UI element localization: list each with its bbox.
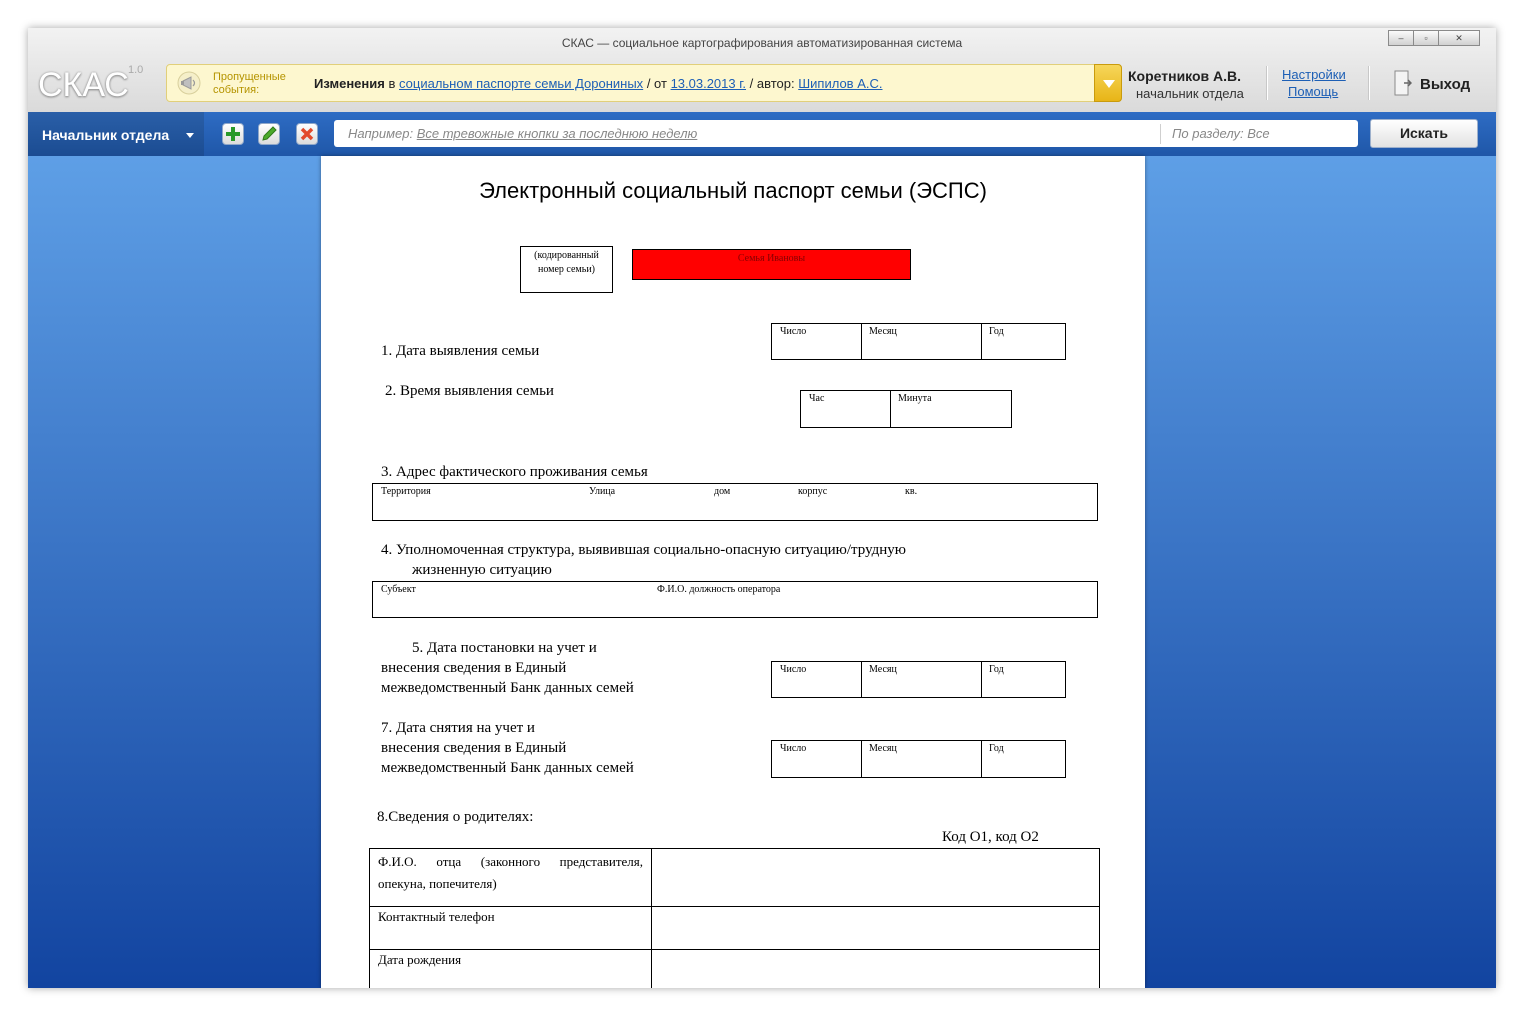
building-label: корпус: [798, 486, 828, 497]
question-7-line-3: межведомственный Банк данных семей: [381, 760, 634, 776]
delete-button[interactable]: [296, 123, 318, 145]
divider: [861, 741, 862, 777]
divider: [651, 849, 652, 988]
month-label: Месяц: [869, 664, 897, 675]
section-filter[interactable]: По разделу: Все: [1172, 126, 1270, 141]
divider: [1368, 66, 1370, 100]
detection-date-box: [771, 323, 1066, 360]
role-dropdown-label: Начальник отдела: [42, 127, 170, 143]
question-7-line-2: внесения сведения в Единый: [381, 740, 567, 756]
minute-label: Минута: [898, 393, 932, 404]
title-bar: [28, 28, 1496, 113]
divider: [981, 324, 982, 359]
house-label: дом: [714, 486, 731, 497]
event-in: в: [388, 76, 396, 91]
event-prefix: Изменения: [314, 76, 385, 91]
question-4-line-1: 4. Уполномоченная структура, выявившая социально-опасную ситуацию/трудную: [381, 542, 907, 558]
exit-icon[interactable]: [1394, 70, 1412, 96]
missed-events-label: Пропущенные события:: [213, 71, 286, 96]
question-5-line-1: 5. Дата постановки на учет и: [412, 640, 597, 656]
month-label: Месяц: [869, 743, 897, 754]
question-1: 1. Дата выявления семьи: [381, 343, 540, 359]
day-label: Число: [780, 326, 807, 337]
question-5-line-2: внесения сведения в Единый: [381, 660, 567, 676]
coded-number-box: [520, 246, 613, 293]
subject-label: Субъект: [381, 584, 416, 595]
question-2: 2. Время выявления семьи: [385, 383, 554, 399]
divider: [981, 741, 982, 777]
plus-icon: [223, 124, 243, 144]
family-name: Семья Ивановы: [737, 253, 806, 264]
structure-box: [372, 581, 1098, 618]
year-label: Год: [989, 664, 1004, 675]
settings-link[interactable]: Настройки: [1282, 67, 1346, 82]
author-link[interactable]: Шипилов А.С.: [798, 76, 883, 91]
user-name: Коретников А.В.: [1128, 68, 1242, 84]
question-4-line-2: жизненную ситуацию: [412, 562, 552, 578]
divider: [370, 906, 1099, 907]
window-controls: [1389, 30, 1480, 46]
street-label: Улица: [589, 486, 616, 497]
divider: [1266, 66, 1268, 100]
question-5-line-3: межведомственный Банк данных семей: [381, 680, 634, 696]
close-button[interactable]: ✕: [1438, 30, 1480, 46]
search-button[interactable]: Искать: [1370, 119, 1478, 148]
app-version: 1.0: [128, 64, 144, 76]
maximize-button[interactable]: ▫: [1413, 30, 1439, 46]
search-input[interactable]: [334, 120, 1358, 147]
question-7-line-1: 7. Дата снятия на учет и: [381, 720, 535, 736]
toolbar: [28, 112, 1496, 156]
event-author: / автор:: [749, 76, 795, 91]
caret-down-icon: [186, 133, 194, 138]
event-message: [314, 76, 882, 91]
year-label: Год: [989, 326, 1004, 337]
window-title: СКАС — социальное картографирования автоматизированная система: [561, 36, 963, 50]
parents-table: [369, 848, 1100, 988]
add-button[interactable]: [222, 123, 244, 145]
hour-label: Час: [809, 393, 825, 404]
exit-button[interactable]: Выход: [1420, 76, 1471, 93]
father-name-label: Ф.И.О. отца (законного представителя, опекуна, попечителя): [378, 854, 643, 891]
deregistration-date-box: [771, 740, 1066, 778]
year-label: Год: [989, 743, 1004, 754]
search-hint: Например:: [348, 126, 414, 141]
date-link[interactable]: 13.03.2013 г.: [670, 76, 747, 91]
document-title: Электронный социальный паспорт семьи (ЭСПС): [479, 178, 987, 203]
month-label: Месяц: [869, 326, 897, 337]
address-box: [372, 483, 1098, 521]
detection-time-box: [800, 390, 1012, 428]
day-label: Число: [780, 664, 807, 675]
coded-number-label: (кодированный номер семьи): [534, 250, 599, 275]
birth-date-label: Дата рождения: [378, 952, 462, 967]
divider: [370, 949, 1099, 950]
app-logo: СКАС: [38, 66, 129, 104]
registration-date-box: [771, 661, 1066, 698]
question-3: 3. Адрес фактического проживания семья: [381, 464, 648, 480]
apartment-label: кв.: [905, 486, 918, 497]
search-example: Все тревожные кнопки за последнюю неделю: [416, 126, 698, 141]
event-from: / от: [646, 76, 667, 91]
search-placeholder: [348, 126, 697, 141]
role-dropdown[interactable]: [28, 112, 204, 156]
content-area: [28, 156, 1496, 988]
edit-button[interactable]: [258, 123, 280, 145]
help-link[interactable]: Помощь: [1288, 84, 1339, 99]
app-window: [28, 28, 1496, 988]
user-role: начальник отдела: [1136, 86, 1244, 101]
divider: [861, 324, 862, 359]
family-name-box: [632, 249, 911, 280]
pencil-icon: [259, 124, 279, 144]
divider: [890, 391, 891, 427]
divider: [861, 662, 862, 697]
megaphone-icon: [177, 71, 203, 95]
divider: [981, 662, 982, 697]
events-dropdown-button[interactable]: [1094, 64, 1122, 102]
parent-code: Код О1, код О2: [942, 829, 1039, 845]
passport-document: [321, 156, 1145, 988]
question-8: 8.Сведения о родителях:: [377, 809, 534, 825]
day-label: Число: [780, 743, 807, 754]
minimize-button[interactable]: –: [1388, 30, 1414, 46]
territory-label: Территория: [381, 486, 431, 497]
search-divider: [1160, 124, 1161, 144]
phone-label: Контактный телефон: [378, 909, 495, 924]
missed-events-bar[interactable]: [166, 64, 1122, 102]
delete-icon: [297, 124, 317, 144]
passport-link[interactable]: социальном паспорте семьи Дорониных: [399, 76, 644, 91]
operator-label: Ф.И.О. должность оператора: [657, 584, 781, 595]
